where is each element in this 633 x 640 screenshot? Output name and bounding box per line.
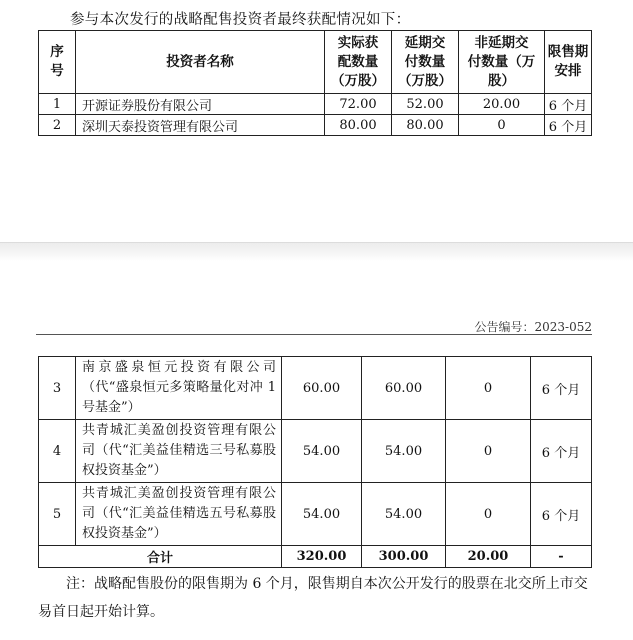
- total-row: 合计 320.00 300.00 20.00 -: [39, 546, 592, 568]
- header-seq: 序 号: [39, 31, 76, 94]
- header-lockup-period: 限售期 安排: [545, 31, 592, 94]
- page-break: [0, 242, 633, 261]
- header-deferred-delivery: 延期交 付数量 （万股）: [392, 31, 459, 94]
- header-actual-allocation: 实际获 配数量 （万股）: [325, 31, 392, 94]
- doc-number: 公告编号：2023-052: [474, 320, 592, 334]
- header-non-deferred-delivery: 非延期交 付数量（万 股）: [459, 31, 545, 94]
- table-row: 1 开源证券股份有限公司 72.00 52.00 20.00 6 个月: [39, 94, 592, 115]
- header-divider: [36, 334, 592, 335]
- table-header-row: [39, 31, 592, 94]
- footnote: 注：战略配售股份的限售期为 6 个月，限售期自本次公开发行的股票在北交所上市交易首日起开始计算。: [38, 576, 588, 620]
- table-row: 4 共青城汇美盈创投资管理有限公司（代“汇美益佳精选三号私募股权投资基金”） 54.00 54.00 0 6 个月: [39, 420, 592, 483]
- table-row: 5 共青城汇美盈创投资管理有限公司（代“汇美益佳精选五号私募股权投资基金”） 54.00 54.00 0 6 个月: [39, 483, 592, 546]
- intro-text: 参与本次发行的战略配售投资者最终获配情况如下：: [70, 12, 411, 28]
- table-row: 2 深圳天泰投资管理有限公司 80.00 80.00 0 6 个月: [39, 115, 592, 136]
- allocation-table-part2: [38, 356, 592, 568]
- total-label: 合计: [39, 546, 282, 568]
- table-row: 3 南京盛泉恒元投资有限公司（代“盛泉恒元多策略量化对冲 1 号基金”） 60.00 60.00 0 6 个月: [39, 357, 592, 420]
- allocation-table-part1: [38, 30, 592, 136]
- header-investor-name: 投资者名称: [76, 31, 325, 94]
